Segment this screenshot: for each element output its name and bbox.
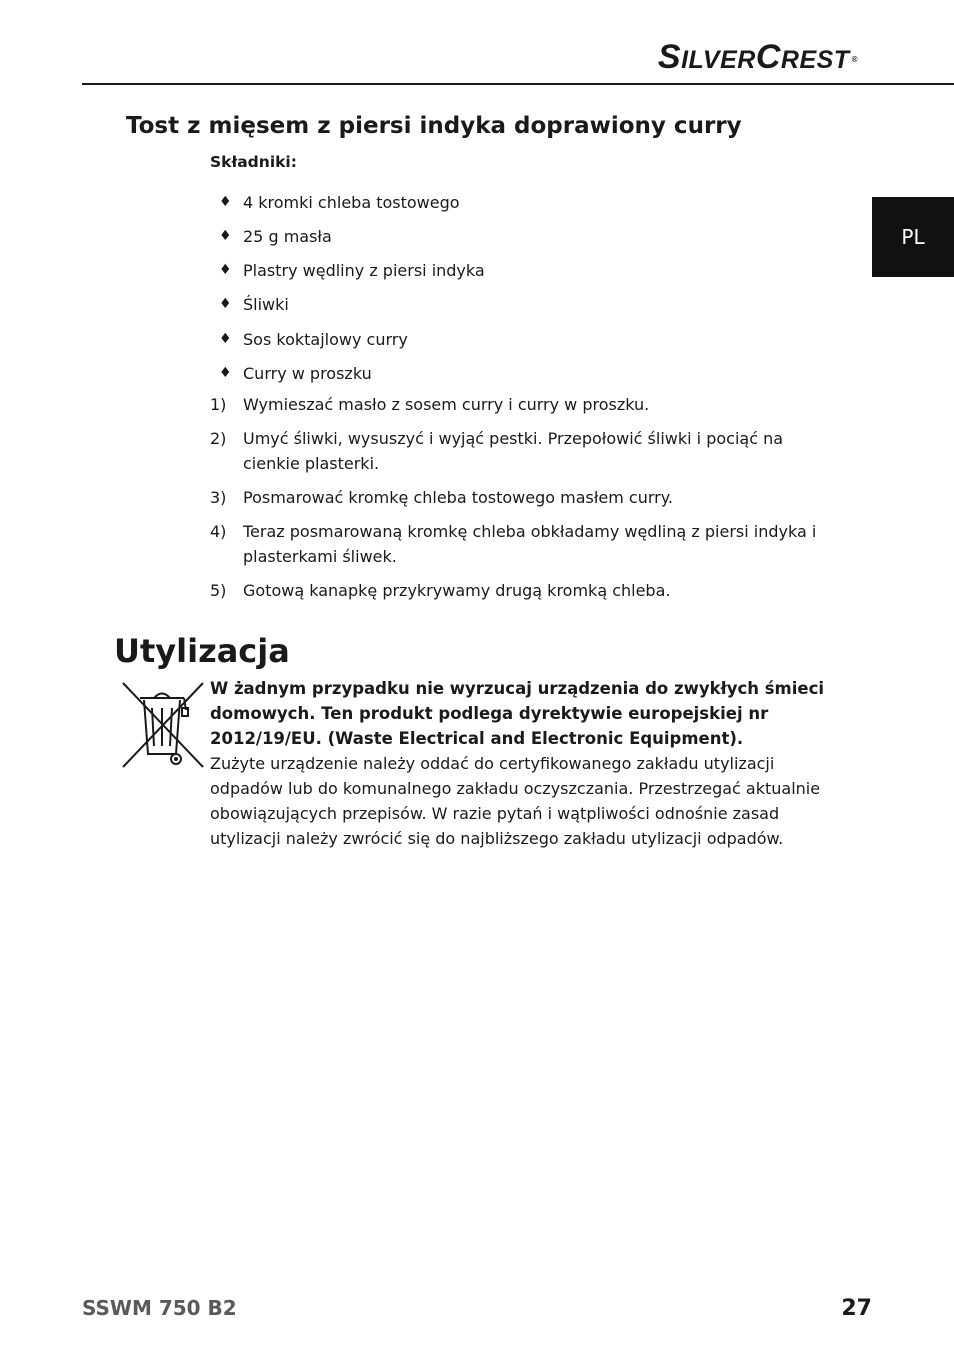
step-text: Posmarować kromkę chleba tostowego masłem curry. [243, 488, 674, 507]
ingredients-heading: Składniki: [210, 153, 297, 171]
brand-word-ilver: ILVER [681, 46, 756, 74]
disposal-instructions: Zużyte urządzenie należy oddać do certyfikowanego zakładu utylizacji odpadów lub do komunalnego zakładu oczyszczania. Przestrzegać aktualnie obowiązujących przepisów. W razie pytań i wątpliwości odnośnie zasad utylizacji należy zwrócić się do najbliższego zakładu utylizacji odpadów. [210, 754, 821, 848]
step-text: Teraz posmarowaną kromkę chleba obkładamy wędliną z piersi indyka i plasterkami śliwek. [243, 522, 817, 566]
diamond-bullet-icon: ♦ [219, 228, 232, 244]
step-text: Wymieszać masło z sosem curry i curry w proszku. [243, 395, 650, 414]
step-number: 5) [210, 581, 227, 600]
ingredient-text: Curry w proszku [243, 364, 372, 383]
step-text: Umyć śliwki, wysuszyć i wyjąć pestki. Przepołowić śliwki i pociąć na cienkie plasterki. [243, 429, 784, 473]
diamond-bullet-icon: ♦ [219, 365, 232, 381]
brand-logo [658, 38, 858, 77]
disposal-title: Utylizacja [114, 632, 290, 670]
step-text: Gotową kanapkę przykrywamy drugą kromką chleba. [243, 581, 671, 600]
ingredient-text: 4 kromki chleba tostowego [243, 193, 460, 212]
brand-word-rest: REST [780, 46, 850, 74]
step-number: 2) [210, 429, 227, 448]
diamond-bullet-icon: ♦ [219, 296, 232, 312]
brand-registered-mark: ® [851, 54, 858, 64]
brand-letter-c: C [755, 38, 781, 76]
page-number: 27 [841, 1296, 872, 1321]
ingredient-text: Śliwki [243, 295, 289, 314]
step-number: 4) [210, 522, 227, 541]
brand-letter-s: S [657, 38, 682, 76]
ingredient-text: Sos koktajlowy curry [243, 330, 408, 349]
crossed-out-wheelie-bin-icon [120, 680, 206, 770]
diamond-bullet-icon: ♦ [219, 194, 232, 210]
language-tab [872, 197, 954, 277]
language-tab-label: PL [901, 225, 925, 249]
header-rule [82, 83, 954, 85]
ingredient-text: 25 g masła [243, 227, 332, 246]
diamond-bullet-icon: ♦ [219, 262, 232, 278]
disposal-warning: W żadnym przypadku nie wyrzucaj urządzenia do zwykłych śmieci domowych. Ten produkt podlega dyrektywie europejskiej nr 2012/19/EU. (Waste Electrical and Electronic Equipment). [210, 679, 825, 748]
step-number: 1) [210, 395, 227, 414]
step-number: 3) [210, 488, 227, 507]
recipe-title: Tost z mięsem z piersi indyka doprawiony curry [126, 113, 742, 139]
ingredient-text: Plastry wędliny z piersi indyka [243, 261, 485, 280]
footer-model-number: SSWM 750 B2 [82, 1296, 237, 1320]
diamond-bullet-icon: ♦ [219, 331, 232, 347]
